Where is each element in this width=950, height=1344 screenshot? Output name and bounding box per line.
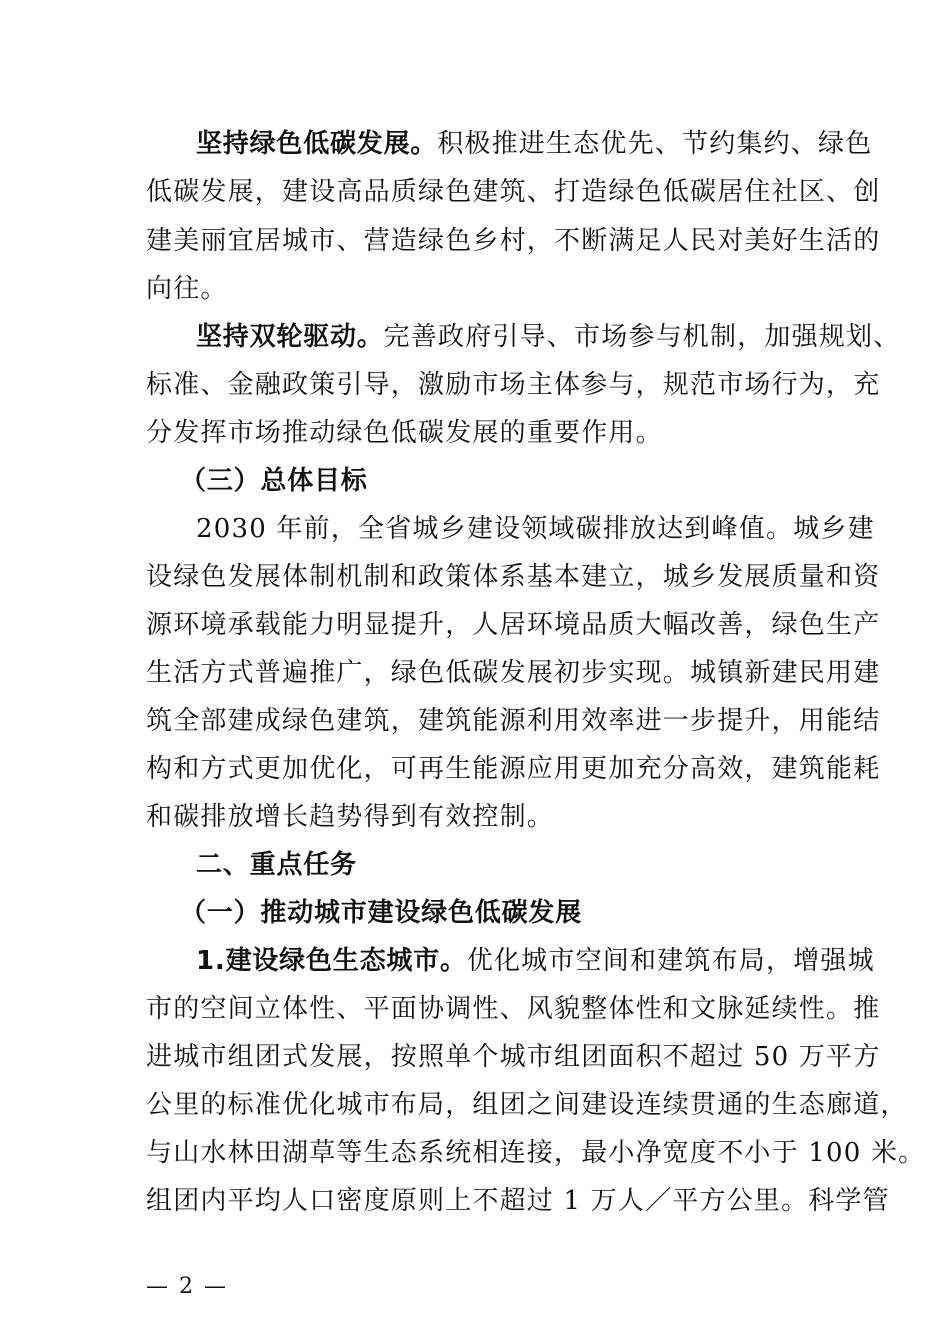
paragraph-4-line-4: 生活方式普遍推广，绿色低碳发展初步实现。城镇新建民用建 (146, 658, 881, 688)
paragraph-7-line-3: 进城市组团式发展，按照单个城市组团面积不超过 50 万平方 (146, 1042, 881, 1072)
section-heading-key-tasks: 二、重点任务 (196, 850, 357, 880)
paragraph-4-line-2: 设绿色发展体制机制和政策体系基本建立，城乡发展质量和资 (146, 562, 881, 592)
paragraph-7-text: 优化城市空间和建筑布局，增强城 (466, 946, 875, 976)
paragraph-1-lead: 坚持绿色低碳发展。 (196, 129, 438, 159)
paragraph-1-line-3: 建美丽宜居城市、营造绿色乡村，不断满足人民对美好生活的 (146, 226, 881, 256)
paragraph-1-text: 积极推进生态优先、节约集约、绿色 (437, 129, 873, 159)
paragraph-7-line-5: 与山水林田湖草等生态系统相连接，最小净宽度不小于 100 米。 (146, 1138, 926, 1168)
section-heading-overall-goal: （三）总体目标 (180, 466, 368, 496)
page-number: — 2 — (146, 1274, 228, 1299)
paragraph-2-line-3: 分发挥市场推动绿色低碳发展的重要作用。 (146, 418, 663, 448)
paragraph-2-line-1 (196, 313, 901, 361)
paragraph-2-lead: 坚持双轮驱动。 (196, 322, 384, 352)
paragraph-4-line-6: 构和方式更加优化，可再生能源应用更加充分高效，建筑能耗 (146, 754, 881, 784)
paragraph-4-line-3: 源环境承载能力明显提升，人居环境品质大幅改善，绿色生产 (146, 610, 881, 640)
paragraph-2-text: 完善政府引导、市场参与机制，加强规划、 (383, 322, 901, 352)
paragraph-1-line-1 (196, 120, 873, 168)
paragraph-7-lead: 1.建设绿色生态城市。 (196, 946, 467, 976)
subsection-heading-urban: （一）推动城市建设绿色低碳发展 (180, 898, 583, 928)
paragraph-7-line-2: 市的空间立体性、平面协调性、风貌整体性和文脉延续性。推 (146, 994, 881, 1024)
paragraph-1-line-2: 低碳发展，建设高品质绿色建筑、打造绿色低碳居住社区、创 (146, 177, 881, 207)
paragraph-4-line-1: 2030 年前，全省城乡建设领域碳排放达到峰值。城乡建 (196, 514, 875, 544)
paragraph-4-line-7: 和碳排放增长趋势得到有效控制。 (146, 802, 555, 832)
paragraph-7-line-1 (196, 937, 875, 985)
paragraph-7-line-4: 公里的标准优化城市布局，组团之间建设连续贯通的生态廊道， (146, 1090, 908, 1120)
paragraph-2-line-2: 标准、金融政策引导，激励市场主体参与，规范市场行为，充 (146, 370, 881, 400)
paragraph-7-line-6: 组团内平均人口密度原则上不超过 1 万人／平方公里。科学管 (146, 1186, 890, 1216)
paragraph-4-line-5: 筑全部建成绿色建筑，建筑能源利用效率进一步提升，用能结 (146, 706, 881, 736)
paragraph-1-line-4: 向往。 (146, 274, 228, 304)
